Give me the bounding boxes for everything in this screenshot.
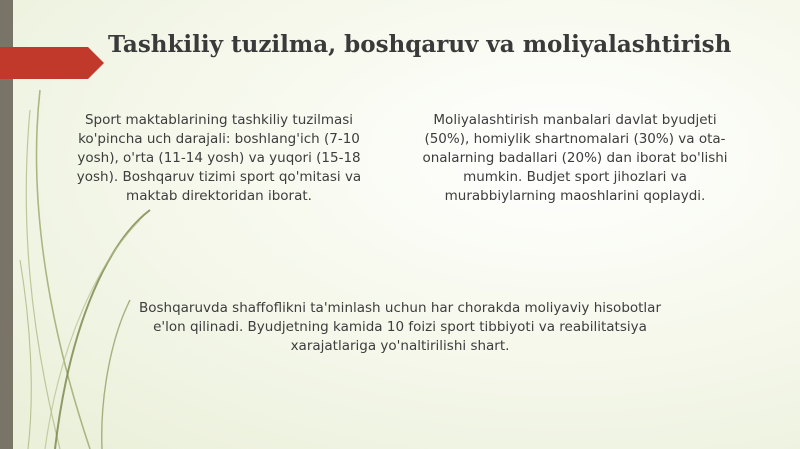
title-arrow-icon (0, 47, 104, 79)
bottom-text: Boshqaruvda shaffoflikni ta'minlash uchun har chorakda moliyaviy hisobotlar e'lon qilinadi. Byudjetning kamida 10 foizi sport tibbiyoti va reabilitatsiya xarajatlariga yo'naltirilishi shart. (138, 300, 662, 354)
right-column-text: Moliyalashtirish manbalari davlat byudjeti (50%), homiylik shartnomalari (30%) va ota-onalarning badallari (20%) dan iborat bo'lishi mumkin. Budjet sport jihozlari va murabbiylarning maoshlarini qoplaydi. (422, 112, 728, 204)
slide-title: Tashkiliy tuzilma, boshqaruv va moliyalashtirish (108, 31, 732, 58)
left-column-text: Sport maktablarining tashkiliy tuzilmasi ko'pincha uch darajali: boshlang'ich (7-10 yosh), o'rta (11-14 yosh) va yuqori (15-18 yosh). Boshqaruv tizimi sport qo'mitasi va maktab direktoridan iborat. (76, 112, 362, 204)
